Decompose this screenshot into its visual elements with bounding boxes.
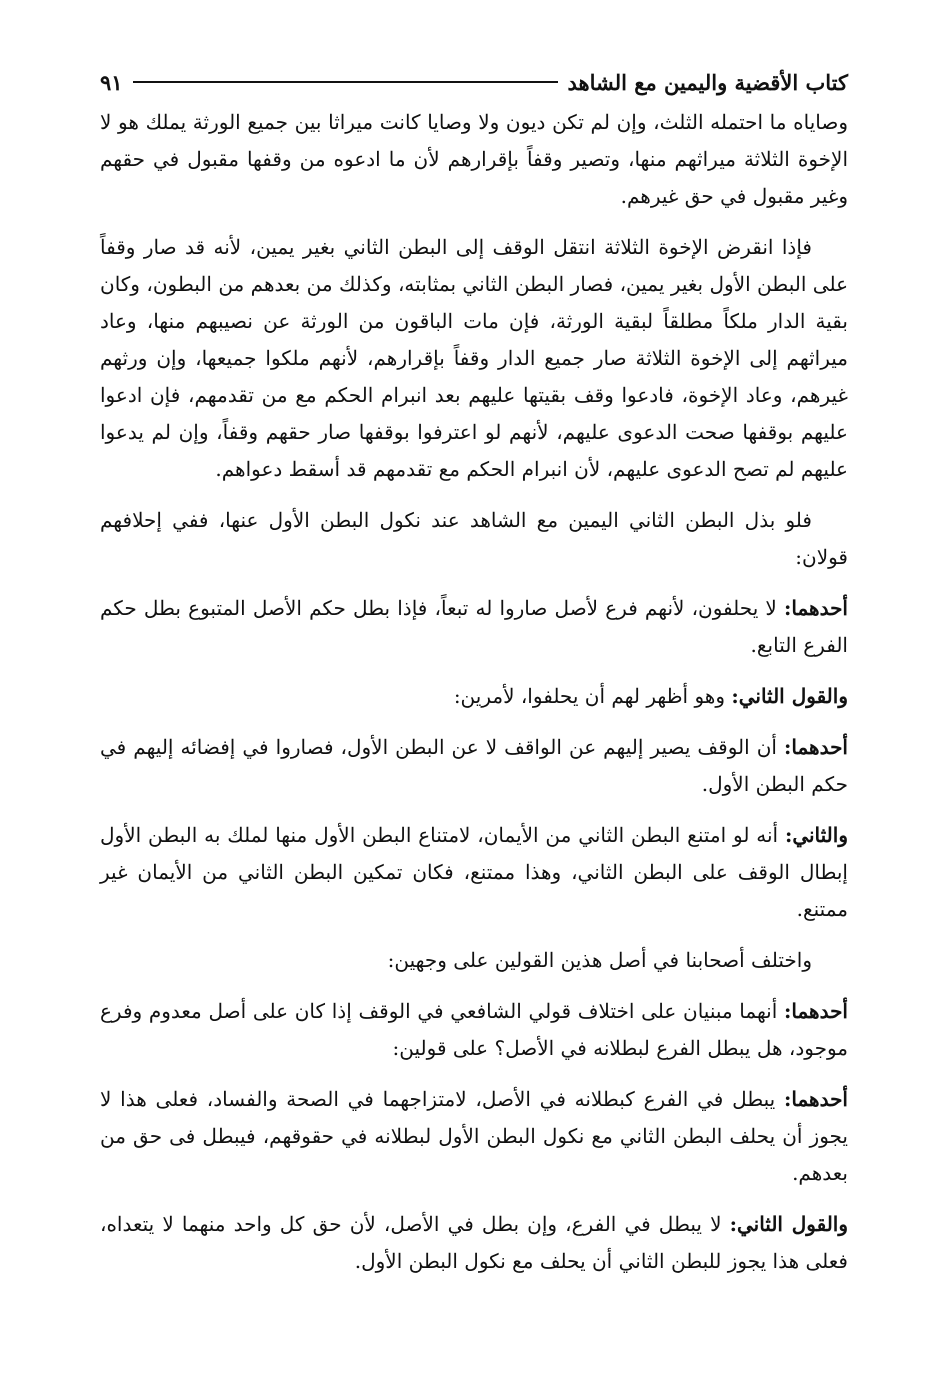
paragraph [100,729,848,803]
paragraph-lead: أحدهما: [783,735,848,759]
paragraph-text: واختلف أصحابنا في أصل هذين القولين على وجهين: [387,948,812,972]
paragraph [100,502,848,576]
book-page [100,62,848,1294]
page-number: ٩١ [100,69,123,95]
paragraph-lead: أحدهما: [783,999,848,1023]
paragraph [100,1081,848,1192]
paragraph [100,229,848,488]
paragraph-text: يبطل في الفرع كبطلانه في الأصل، لامتزاجهما في الصحة والفساد، فعلى هذا لا يجوز أن يحلف البطن الثاني مع نكول البطن الأول لبطلانه في حقوقهم، فيبطل فى حق من بعدهم. [100,1087,848,1185]
paragraph [100,678,848,715]
paragraph-text: وصاياه ما احتمله الثلث، وإن لم تكن ديون ولا وصايا كانت ميراثا بين جميع الورثة يملك هو لا الإخوة الثلاثة ميراثهم منها، وتصير وقفاً بإقرارهم لأن ما ادعوه من وقفها مقبول في حقهم وغير مقبول في حق غيرهم. [100,110,848,208]
header-rule [133,81,558,83]
paragraph [100,817,848,928]
paragraph-text: فلو بذل البطن الثاني اليمين مع الشاهد عند نكول البطن الأول عنها، ففي إحلافهم قولان: [100,508,848,569]
paragraph-text: وهو أظهر لهم أن يحلفوا، لأمرين: [453,684,732,708]
paragraph-lead: أحدهما: [783,1087,848,1111]
paragraph [100,993,848,1067]
paragraph-lead: أحدهما: [783,596,848,620]
paragraph-text: لا يحلفون، لأنهم فرع لأصل صاروا له تبعاً، فإذا بطل حكم الأصل المتبوع بطل حكم الفرع التابع. [100,596,848,657]
paragraph-lead: والقول الثاني: [729,1212,848,1236]
paragraph [100,1206,848,1280]
paragraph-text: أنهما مبنيان على اختلاف قولي الشافعي في الوقف إذا كان على أصل معدوم وفرع موجود، هل يبطل الفرع لبطلانه في الأصل؟ على قولين: [100,999,848,1060]
paragraph [100,104,848,215]
paragraph-text: لا يبطل في الفرع، وإن بطل في الأصل، لأن حق كل واحد منهما لا يتعداه، فعلى هذا يجوز للبطن الثاني أن يحلف مع نكول البطن الأول. [100,1212,848,1273]
page-body [100,104,848,1280]
paragraph-text: فإذا انقرض الإخوة الثلاثة انتقل الوقف إلى البطن الثاني بغير يمين، لأنه قد صار وقفاً على البطن الأول بغير يمين، فصار البطن الثاني بمثابته، وكذلك من بعدهم من البطون، وكان بقية الدار ملكاً مطلقاً لبقية الورثة، فإن مات الباقون من الورثة عن نصيبهم منها، وعاد ميراثهم إلى الإخوة الثلاثة صار جميع الدار وقفاً بإقرارهم، لأنهم ملكوا جميعها، وإن ورثهم غيرهم، وعاد الإخوة، فادعوا وقف بقيتها عليهم بعد انبرام الحكم مع من تقدمهم، فإن ادعوا عليهم بوقفها صحت الدعوى عليهم، لأنهم لو اعترفوا بوقفها صار حقهم وقفاً، وإن لم يدعوا عليهم لم تصح الدعوى عليهم، لأن انبرام الحكم مع تقدمهم قد أسقط دعواهم. [100,235,848,481]
paragraph-lead: والثاني: [784,823,848,847]
paragraph-text: أن الوقف يصير إليهم عن الواقف لا عن البطن الأول، فصاروا في إفضائه إليهم في حكم البطن الأول. [100,735,848,796]
paragraph-text: أنه لو امتنع البطن الثاني من الأيمان، لامتناع البطن الأول منها لملك به البطن الأول إبطال الوقف على البطن الثاني، وهذا ممتنع، فكان تمكين البطن الثاني من الأيمان غير ممتنع. [100,823,848,921]
paragraph [100,942,848,979]
paragraph-lead: والقول الثاني: [731,684,848,708]
running-title: كتاب الأقضية واليمين مع الشاهد [567,69,848,95]
running-header [100,62,848,102]
paragraph [100,590,848,664]
